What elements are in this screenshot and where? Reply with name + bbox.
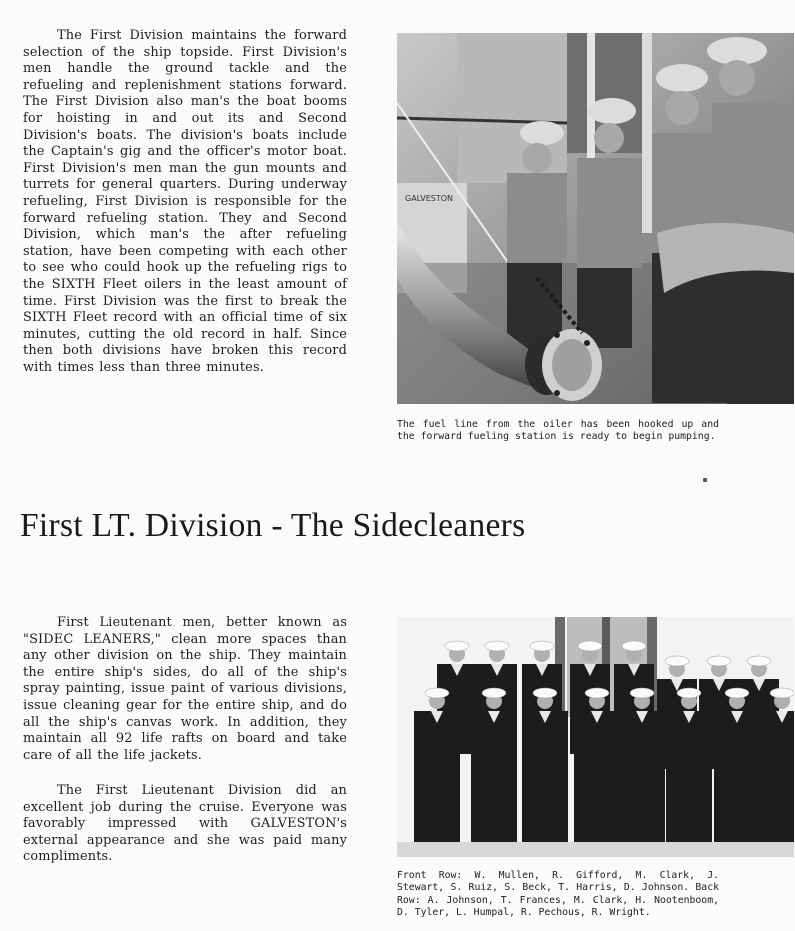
group-photo-caption: Front Row: W. Mullen, R. Gifford, M. Clark, J. Stewart, S. Ruiz, S. Beck, T. Harris, D. Johnson. Back Row: A. Johnson, T. Frances, M. Clark, H. Nootenboom, D. Tyler, L. Humpal, R. Pechous, R. Wright. [397, 870, 719, 918]
front-row-sailor [714, 688, 760, 857]
sidecleaners-text-2: The First Lieutenant Division did an excellent job during the cruise. Everyone was favorably impressed with GALVESTON's external appearance and she was paid many compliments. [23, 783, 347, 865]
refueling-photo-illustration [397, 33, 794, 404]
refueling-photo-caption: The fuel line from the oiler has been hooked up and the forward fueling station is ready to begin pumping. [397, 419, 719, 443]
front-row-sailor [619, 688, 665, 857]
first-division-paragraph [23, 28, 347, 376]
ship-name-marking: GALVESTON [405, 194, 454, 203]
sidecleaners-paragraph-2 [23, 783, 347, 866]
print-speck [703, 478, 707, 482]
front-row-sailor [759, 688, 794, 857]
front-row-sailor [666, 688, 712, 857]
sidecleaners-text-1: First Lieutenant men, better known as "SIDEC LEANERS," clean more spaces than any other division on the ship. They maintain the entire ship's sides, do all of the ship's spray painting, issue paint of various divisions, issue cleaning gear for the entire ship, and do all the ship's canvas work. In addition, they maintain all 92 life rafts on board and take care of all the life jackets. [23, 615, 347, 763]
division-group-photo [397, 617, 794, 857]
front-row-sailor [522, 688, 568, 857]
group-photo-illustration [397, 617, 794, 857]
sidecleaners-paragraph-1 [23, 615, 347, 764]
front-row-sailor [414, 688, 460, 857]
front-row-sailor [574, 688, 620, 857]
first-division-text: The First Division maintains the forward selection of the ship topside. First Division's men handle the ground tackle and the refueling and replenishment stations forward. The First Division also man's the boat booms for hoisting in and out its and Second Division's boats. The division's boats include the Captain's gig and the officer's motor boat. First Division's men man the gun mounts and turrets for general quarters. During underway refueling, First Division is responsible for the forward refueling station. They and Second Division, which man's the after refueling station, have been competing with each other to see who could hook up the refueling rigs to the SIXTH Fleet oilers in the least amount of time. First Division was the first to break the SIXTH Fleet record with an official time of six minutes, cutting the old record in half. Since then both divisions have broken this record with times less than three minutes. [23, 28, 347, 375]
section-heading: First LT. Division - The Sidecleaners [20, 507, 526, 544]
front-row-sailor [471, 688, 517, 857]
refueling-station-photo [397, 33, 794, 404]
